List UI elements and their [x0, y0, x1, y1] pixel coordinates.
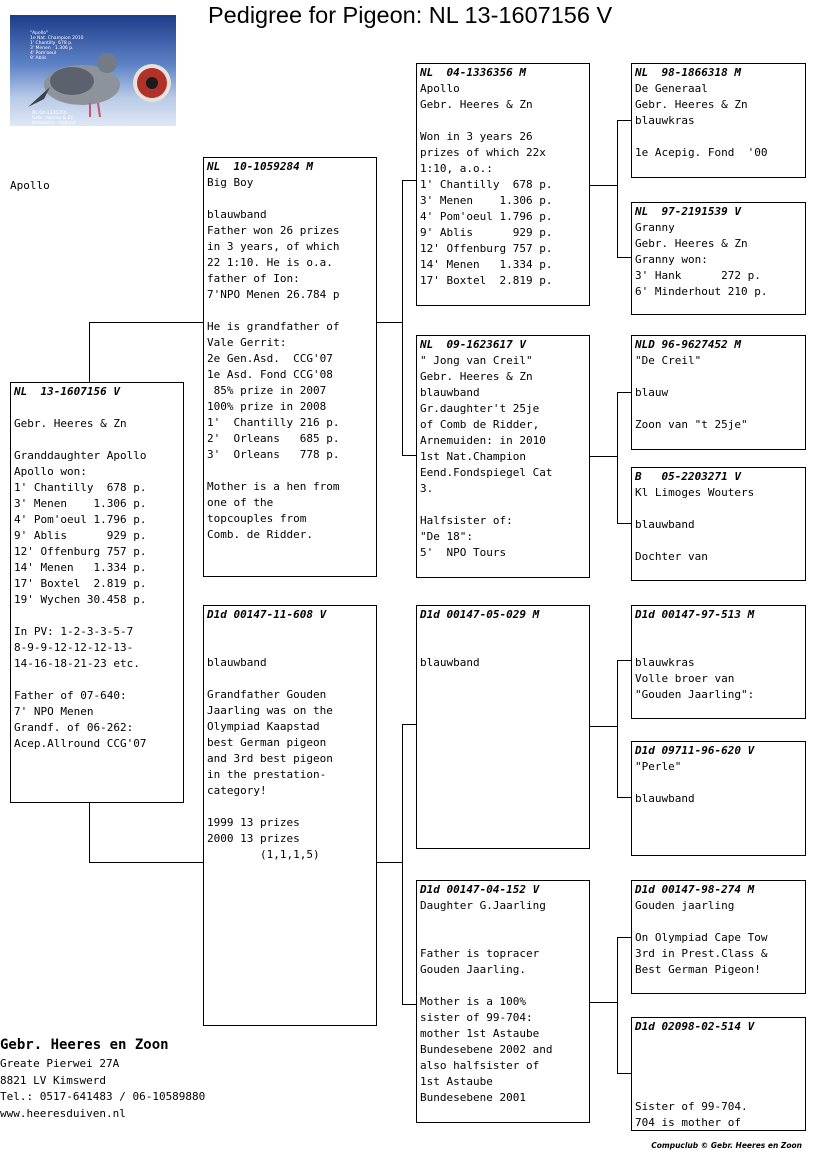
connector [377, 322, 402, 323]
pedigree-line: of Comb de Ridder, [420, 418, 540, 431]
pedigree-line: 9' Ablis 929 p. [14, 529, 147, 542]
breeder-name: Gebr. Heeres en Zoon [0, 1037, 169, 1053]
pedigree-line [635, 129, 802, 145]
pigeon-name: Apollo [10, 179, 50, 192]
pedigree-line: blauwband [207, 656, 267, 669]
pedigree-line: category! [207, 784, 267, 797]
ggp-fmf-card [631, 335, 806, 450]
connector [590, 726, 617, 727]
pedigree-line: Father is topracer [420, 947, 540, 960]
pedigree-line: 19' Wychen 30.458 p. [14, 593, 147, 606]
pedigree-line: blauwkras [635, 656, 695, 669]
ring-number: D1d 00147-98-274 M [635, 883, 755, 896]
pedigree-line: blauwkras [635, 114, 695, 127]
pedigree-line: 8-9-9-12-12-12-13- [14, 641, 134, 654]
ring-number: D1d 00147-04-152 V [420, 883, 540, 896]
paternal-grandfather-card [416, 63, 590, 306]
pedigree-line: blauwband [635, 792, 695, 805]
pedigree-line: prizes of which 22x [420, 146, 546, 159]
connector [617, 1073, 631, 1074]
pedigree-line: Volle broer van [635, 672, 735, 685]
pedigree-line: 1999 13 prizes [207, 816, 300, 829]
pedigree-line [420, 930, 586, 946]
connector [89, 803, 90, 863]
ring-number: D1d 00147-97-513 M [635, 608, 755, 621]
pedigree-line: Granddaughter Apollo [14, 449, 147, 462]
page-title: Pedigree for Pigeon: NL 13-1607156 V [208, 2, 613, 28]
pedigree-line [207, 303, 373, 319]
pedigree-line: 3rd in Prest.Class & [635, 947, 768, 960]
pedigree-line: 12' Offenburg 757 p. [420, 242, 553, 255]
ring-number: B 05-2203271 V [635, 470, 741, 483]
pedigree-line [420, 497, 586, 513]
connector [617, 660, 631, 661]
pedigree-line: " Jong van Creil" [420, 354, 533, 367]
ggp-fff-card [631, 63, 806, 178]
pedigree-line: Jaarling was on the [207, 704, 333, 717]
pedigree-line: (1,1,1,5) [207, 848, 320, 861]
pedigree-line [207, 191, 373, 207]
father-card [203, 157, 377, 577]
connector [617, 392, 631, 393]
pedigree-line: 1e Asd. Fond CCG'08 [207, 368, 333, 381]
pedigree-line: Bundesebene 2002 and [420, 1043, 553, 1056]
pedigree-line: topcouples from [207, 512, 307, 525]
connector [402, 180, 403, 456]
pedigree-line [635, 639, 802, 655]
pedigree-line: 1' Chantilly 678 p. [14, 481, 147, 494]
pedigree-line: 1' Chantilly 216 p. [207, 416, 340, 429]
ring-number: NLD 96-9627452 M [635, 338, 741, 351]
pedigree-line: 3' Menen 1.306 p. [420, 194, 553, 207]
ggp-fmm-card [631, 467, 806, 581]
connector [617, 660, 618, 798]
connector [89, 322, 90, 382]
pedigree-line: Big Boy [207, 176, 254, 189]
ring-number: NL 10-1059284 M [207, 160, 313, 173]
ggp-ffm-card [631, 202, 806, 315]
pedigree-line: 3' Menen 1.306 p. [14, 497, 147, 510]
pedigree-line: Bundesebene 2001 [420, 1091, 526, 1104]
photo-footer-text: NL 04-1336356 Gebr. Heeres & Zn Kimswerd - Holland www.heeresduiven.nl [32, 111, 81, 131]
pedigree-line: 100% prize in 2008 [207, 400, 327, 413]
connector [617, 120, 618, 258]
pedigree-line: 704 is mother of [635, 1116, 741, 1129]
pedigree-line: one of the [207, 496, 274, 509]
breeder-contact [0, 1036, 205, 1122]
pedigree-line [635, 914, 802, 930]
connector [89, 322, 203, 323]
pedigree-line: Father of 07-640: [14, 689, 127, 702]
pedigree-line: 1' Chantilly 678 p. [420, 178, 553, 191]
pedigree-line: 12' Offenburg 757 p. [14, 545, 147, 558]
pedigree-line: 1st Astaube [420, 1075, 493, 1088]
pedigree-line: Gebr. Heeres & Zn [14, 417, 127, 430]
connector [617, 392, 618, 524]
pedigree-line: On Olympiad Cape Tow [635, 931, 768, 944]
pedigree-line: Eend.Fondspiegel Cat [420, 466, 553, 479]
pedigree-line: De Generaal [635, 82, 708, 95]
pedigree-line [420, 978, 586, 994]
pedigree-line: 7'NPO Menen 26.784 p [207, 288, 340, 301]
breeder-phone: Tel.: 0517-641483 / 06-10589880 [0, 1090, 206, 1103]
pedigree-line: Apollo won: [14, 465, 87, 478]
breeder-postal: 8821 LV Kimswerd [0, 1073, 106, 1087]
pedigree-line: Gouden jaarling [635, 899, 735, 912]
ring-number: NL 98-1866318 M [635, 66, 741, 79]
ring-number: NL 09-1623617 V [420, 338, 526, 351]
connector [590, 185, 617, 186]
pedigree-line: blauwband [207, 208, 267, 221]
pedigree-line: "De 18": [420, 530, 473, 543]
pedigree-line: 17' Boxtel 2.819 p. [14, 577, 147, 590]
ring-number: NL 97-2191539 V [635, 205, 741, 218]
pedigree-line: 2' Orleans 685 p. [207, 432, 340, 445]
pedigree-line [207, 639, 373, 655]
maternal-grandmother-card [416, 880, 590, 1123]
connector [402, 724, 403, 1005]
pedigree-line: Arnemuiden: in 2010 [420, 434, 546, 447]
pedigree-line: Granny [635, 221, 675, 234]
photo-caption: "Apollo" 1e Nat. Champion 2010 1' Chantilly 678 p. 3' Menen 1.306 p. 4' Pom'oeul 9' Ablis [30, 31, 84, 61]
pedigree-line [635, 775, 802, 791]
pedigree-line: 4' Pom'oeul 1.796 p. [14, 513, 147, 526]
pedigree-line: 2e Gen.Asd. CCG'07 [207, 352, 333, 365]
pedigree-line: sister of 99-704: [420, 1011, 533, 1024]
pedigree-line [14, 672, 180, 688]
pedigree-line: best German pigeon [207, 736, 327, 749]
pedigree-line [207, 671, 373, 687]
pedigree-line [207, 799, 373, 815]
pedigree-line: Gr.daughter't 25je [420, 402, 540, 415]
pedigree-line: Best German Pigeon! [635, 963, 761, 976]
pedigree-line: 1e Acepig. Fond '00 [635, 146, 768, 159]
pedigree-line: 4' Pom'oeul 1.796 p. [420, 210, 553, 223]
connector [402, 180, 416, 181]
copyright: Compuclub © Gebr. Heeres en Zoon [651, 1141, 802, 1150]
pedigree-line: Olympiad Kaapstad [207, 720, 320, 733]
pedigree-line: in 3 years, of which [207, 240, 340, 253]
pedigree-line [14, 608, 180, 624]
pedigree-line: blauwband [420, 656, 480, 669]
pedigree-line [635, 369, 802, 385]
pedigree-line: blauw [635, 386, 669, 399]
connector [89, 862, 203, 863]
pedigree-line: 3' Hank 272 p. [635, 269, 761, 282]
pedigree-line: in the prestation- [207, 768, 327, 781]
connector [402, 724, 416, 725]
pedigree-line: 1st Nat.Champion [420, 450, 526, 463]
ggp-mmf-card [631, 880, 806, 994]
connector [617, 257, 631, 258]
pedigree-line: "Perle" [635, 760, 682, 773]
subject-card [10, 382, 184, 803]
pedigree-line: 6' Minderhout 210 p. [635, 285, 768, 298]
pedigree-line [420, 639, 586, 655]
pedigree-line: Gebr. Heeres & Zn [420, 370, 533, 383]
connector [617, 797, 631, 798]
pedigree-line: Daughter G.Jaarling [420, 899, 546, 912]
pedigree-line: Apollo [420, 82, 460, 95]
ring-number: D1d 00147-11-608 V [207, 608, 327, 621]
pedigree-line: 14' Menen 1.334 p. [420, 258, 553, 271]
mother-card [203, 605, 377, 1026]
pedigree-line: Gebr. Heeres & Zn [420, 98, 533, 111]
pedigree-line [14, 400, 180, 416]
ggp-mfm-card [631, 741, 806, 856]
pedigree-line: 14' Menen 1.334 p. [14, 561, 147, 574]
pedigree-line: Acep.Allround CCG'07 [14, 737, 147, 750]
pedigree-line: Halfsister of: [420, 514, 513, 527]
pedigree-line: Granny won: [635, 253, 708, 266]
paternal-grandmother-card [416, 335, 590, 578]
pedigree-line: also halfsister of [420, 1059, 540, 1072]
breeder-website[interactable]: www.heeresduiven.nl [0, 1106, 126, 1120]
connector [377, 862, 402, 863]
pedigree-line: Father won 26 prizes [207, 224, 340, 237]
pedigree-line: Mother is a 100% [420, 995, 526, 1008]
connector [617, 937, 618, 1074]
pedigree-line [420, 623, 586, 639]
pedigree-line [635, 1035, 802, 1051]
pedigree-line: Grandf. of 06-262: [14, 721, 134, 734]
pedigree-line [635, 533, 802, 549]
maternal-grandfather-card [416, 605, 590, 849]
pedigree-line: Dochter van [635, 550, 708, 563]
connector [617, 523, 631, 524]
pedigree-line: Gebr. Heeres & Zn [635, 98, 748, 111]
pedigree-line: 85% prize in 2007 [207, 384, 327, 397]
pedigree-line: He is grandfather of [207, 320, 340, 333]
pedigree-line: mother 1st Astaube [420, 1027, 540, 1040]
pedigree-line: 5' NPO Tours [420, 546, 507, 559]
pedigree-line [635, 1051, 802, 1067]
pedigree-line: Sister of 99-704. [635, 1100, 748, 1113]
pedigree-line: blauwband [635, 518, 695, 531]
pedigree-line: and 3rd best pigeon [207, 752, 333, 765]
connector [402, 1004, 416, 1005]
ggp-mff-card [631, 605, 806, 719]
pedigree-line: Zoon van "t 25je" [635, 418, 748, 431]
connector [590, 456, 617, 457]
ring-number: D1d 09711-96-620 V [635, 744, 755, 757]
pedigree-line [14, 432, 180, 448]
pedigree-line: Mother is a hen from [207, 480, 340, 493]
pedigree-line: Gouden Jaarling. [420, 963, 526, 976]
ring-number: NL 04-1336356 M [420, 66, 526, 79]
pedigree-line: "De Creil" [635, 354, 702, 367]
pedigree-line: 7' NPO Menen [14, 705, 94, 718]
ggp-mmm-card [631, 1017, 806, 1131]
pedigree-line: Comb. de Ridder. [207, 528, 313, 541]
pedigree-line: 17' Boxtel 2.819 p. [420, 274, 553, 287]
pedigree-line: 9' Ablis 929 p. [420, 226, 553, 239]
pedigree-line: Won in 3 years 26 [420, 130, 533, 143]
pedigree-line [420, 113, 586, 129]
pedigree-line [635, 1083, 802, 1099]
pedigree-line [207, 623, 373, 639]
connector [617, 937, 631, 938]
pedigree-line: 14-16-18-21-23 etc. [14, 657, 140, 670]
pedigree-line: "Gouden Jaarling": [635, 688, 755, 701]
pedigree-line: 3' Orleans 778 p. [207, 448, 340, 461]
breeder-address: Greate Pierwei 27A [0, 1057, 120, 1070]
pedigree-line: father of Ion: [207, 272, 300, 285]
pedigree-line [635, 623, 802, 639]
pedigree-line: Gebr. Heeres & Zn [635, 237, 748, 250]
pedigree-line: Kl Limoges Wouters [635, 486, 755, 499]
pedigree-line: 22 1:10. He is o.a. [207, 256, 333, 269]
pedigree-line: 1:10, a.o.: [420, 162, 493, 175]
pedigree-line [635, 1067, 802, 1083]
pedigree-line: In PV: 1-2-3-3-5-7 [14, 625, 134, 638]
pedigree-line: blauwband [420, 386, 480, 399]
connector [402, 455, 416, 456]
pedigree-line: 3. [420, 482, 434, 495]
pedigree-line [635, 401, 802, 417]
ring-number: NL 13-1607156 V [14, 385, 120, 398]
connector [590, 1002, 617, 1003]
ring-number: D1d 02098-02-514 V [635, 1020, 755, 1033]
connector [617, 120, 631, 121]
pedigree-line: Vale Gerrit: [207, 336, 287, 349]
ring-number: D1d 00147-05-029 M [420, 608, 540, 621]
pedigree-line: Grandfather Gouden [207, 688, 327, 701]
pedigree-line [207, 463, 373, 479]
pigeon-photo [10, 15, 176, 131]
pedigree-line [420, 914, 586, 930]
pedigree-line: 2000 13 prizes [207, 832, 300, 845]
pedigree-line [635, 501, 802, 517]
